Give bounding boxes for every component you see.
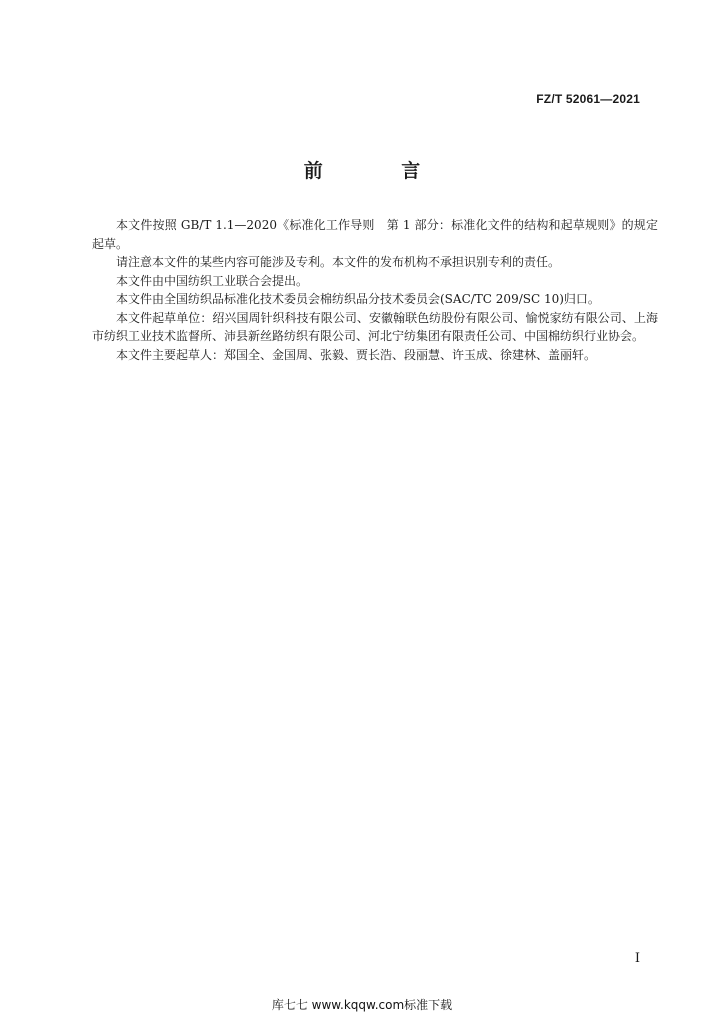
- paragraph-centralized-by: 本文件由全国纺织品标准化技术委员会棉纺织品分技术委员会(SAC/TC 209/SC 10)归口。: [116, 292, 600, 306]
- paragraph-proposer: 本文件由中国纺织工业联合会提出。: [116, 273, 309, 288]
- paragraph-patent-notice: 请注意本文件的某些内容可能涉及专利。本文件的发布机构不承担识别专利的责任。: [116, 255, 561, 269]
- page-title: 前 言: [303, 160, 457, 182]
- paragraph-main-drafters: 本文件主要起草人：郑国全、金国周、张毅、贾长浩、段丽慧、许玉成、徐建林、盖丽轩。: [116, 347, 597, 362]
- paragraph-drafting-rules: 本文件按照 GB/T 1.1—2020《标准化工作导则 第 1 部分：标准化文件的结构和起草规则》的规定起草。: [92, 218, 658, 251]
- page-number: I: [634, 951, 640, 966]
- paragraph-drafting-units: 本文件起草单位：绍兴国周针织科技有限公司、安徽翰联色纺股份有限公司、愉悦家纺有限公司、上海市纺织工业技术监督所、沛县新丝路纺织有限公司、河北宁纺集团有限责任公司、中国棉纺织行业协会。: [92, 310, 658, 343]
- foreword-body: [92, 216, 658, 364]
- watermark: 库七七 www.kqqw.com标准下载: [271, 998, 453, 1012]
- standard-code: FZ/T 52061—2021: [536, 92, 640, 106]
